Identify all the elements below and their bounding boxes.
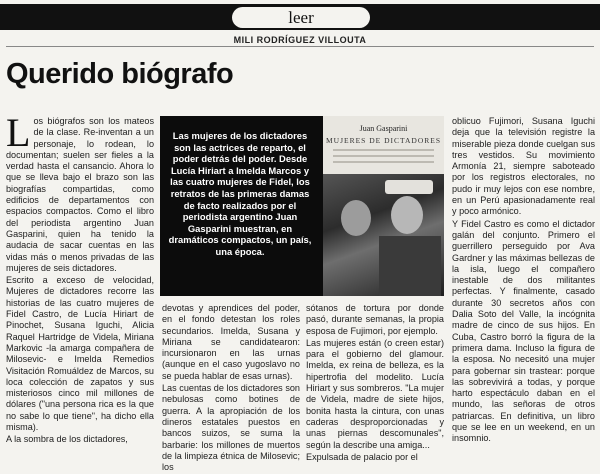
column-1 bbox=[6, 110, 154, 447]
article-title: Querido biógrafo bbox=[6, 58, 234, 90]
book-cover-image bbox=[323, 116, 444, 296]
byline-rule bbox=[6, 46, 594, 47]
book-author: Juan Gasparini bbox=[359, 124, 408, 133]
paragraph: Las mujeres están (o creen estar) para el gobierno del glamour. Imelda, ex reina de belleza, es la hipertrofia del modelito. Lucía Hiriart y sus sombreros. "La mujer de Videla, madre de siete hijos, bonita hasta la cintura, con unas caderas desproporcionadas y unas piernas descomunales", según la describe una amiga... bbox=[306, 337, 444, 450]
section-label: leer bbox=[232, 7, 370, 28]
paragraph: oblicuo Fujimori, Susana Iguchi deja que la televisión registre la miserable pieza donde cuelgan sus tres vestidos. Su movimiento Armonía 21, siempre saboteado por los registros electorales, no pudo ir muy lejos con ese nombre, en un Perú apasionadamente real y poco armónico. bbox=[452, 116, 595, 217]
paragraph: sótanos de tortura por donde pasó, durante semanas, la propia esposa de Fujimori, por ejemplo. bbox=[306, 303, 444, 336]
paragraph: A la sombra de los dictadores, bbox=[6, 434, 128, 445]
book-subtitle-lines bbox=[333, 149, 434, 167]
byline: MILI RODRÍGUEZ VILLOUTA bbox=[233, 35, 367, 45]
paragraph: Y Fidel Castro es como el dictador galán del conjunto. Primero el guerrillero perseguido por Ava Gardner y las máximas bellezas de la isla, luego el compañero inestable de dos militantes perfectas. Y finalmente, casado durante 30 secretos años con Dalia Soto del Valle, la incógnita madre de cinco de sus hijos. En Cuba, Castro borró la figura de la primera dama. Incluso la figura de la esposa. No necesitó una mujer para gobernar sin trastear: porque las sobrevivirá a todas, y porque harto espectáculo daban en el mundo, las señoras de otros patriarcas. En definitiva, un libro que se lee en un weekend, en un insomnio. bbox=[452, 218, 595, 444]
paragraph: os biógrafos son los mateos de la clase. Re-inventan a un personaje, lo rodean, lo documentan; suelen ser fieles a la verdad hasta el cansancio. Ahora lo que se lleva bajo el brazo son las biografías compartidas, como edificios de departamentos con espacios compactos. Como el libro del periodista argentino Juan Gasparini, quien ha tenido la audacia de sacar cuentas en las vidas más o menos privadas de las mujeres de seis dictadores. bbox=[6, 116, 154, 273]
paragraph: Escrito a exceso de velocidad, Mujeres de dictadores recorre las historias de las cuatro mujeres de Fidel Castro, de Lucía Hiriart de Pinochet, Susana Iguchi, Alicia Raquel Hartridge de Videla, Miriana Markovic -la amarga compañera de Milosevic- e Imelda Remedios Visitación Romuáldez de Marcos, su loca colección de zapatos y sus misteriosos cinco mil millones de dólares ("una persona rica es la que no sabe lo que tiene", ha dicho ella misma). bbox=[6, 275, 154, 433]
book-cover-photo bbox=[323, 174, 444, 296]
paragraph: devotas y aprendices del poder, en el fondo detestan los roles secundarios. Imelda, Susana y Miriana se candidatearon: incursionaron en las urnas (aunque en el caso yugoslavo no se pueda hablar de esas urnas). bbox=[162, 303, 300, 381]
column-2 bbox=[162, 303, 300, 474]
paragraph: Las cuentas de los dictadores son nebulosas como botines de guerra. A la apropiación de los dineros estatales puestos en bancos suizos, se suma la barbarie: los millones de muertos de la limpieza étnica de Milosevic; los bbox=[162, 383, 300, 473]
drop-cap: L bbox=[6, 110, 31, 155]
feature-text: Las mujeres de los dictadores son las actrices de reparto, el poder detrás del poder. Desde Lucía Hiriart a Imelda Marcos y las cuatro mujeres de Fidel, los retratos de las primeras damas de facto realizados por el periodista argentino Juan Gasparini muestran, en dramáticos compactos, un país, una época. bbox=[168, 130, 312, 257]
paragraph: Expulsada de palacio por el bbox=[306, 451, 418, 462]
feature-box bbox=[160, 116, 444, 296]
section-header-bar bbox=[0, 4, 600, 30]
column-3 bbox=[306, 303, 444, 464]
book-title: MUJERES DE DICTADORES bbox=[326, 136, 441, 145]
column-4 bbox=[452, 116, 595, 446]
